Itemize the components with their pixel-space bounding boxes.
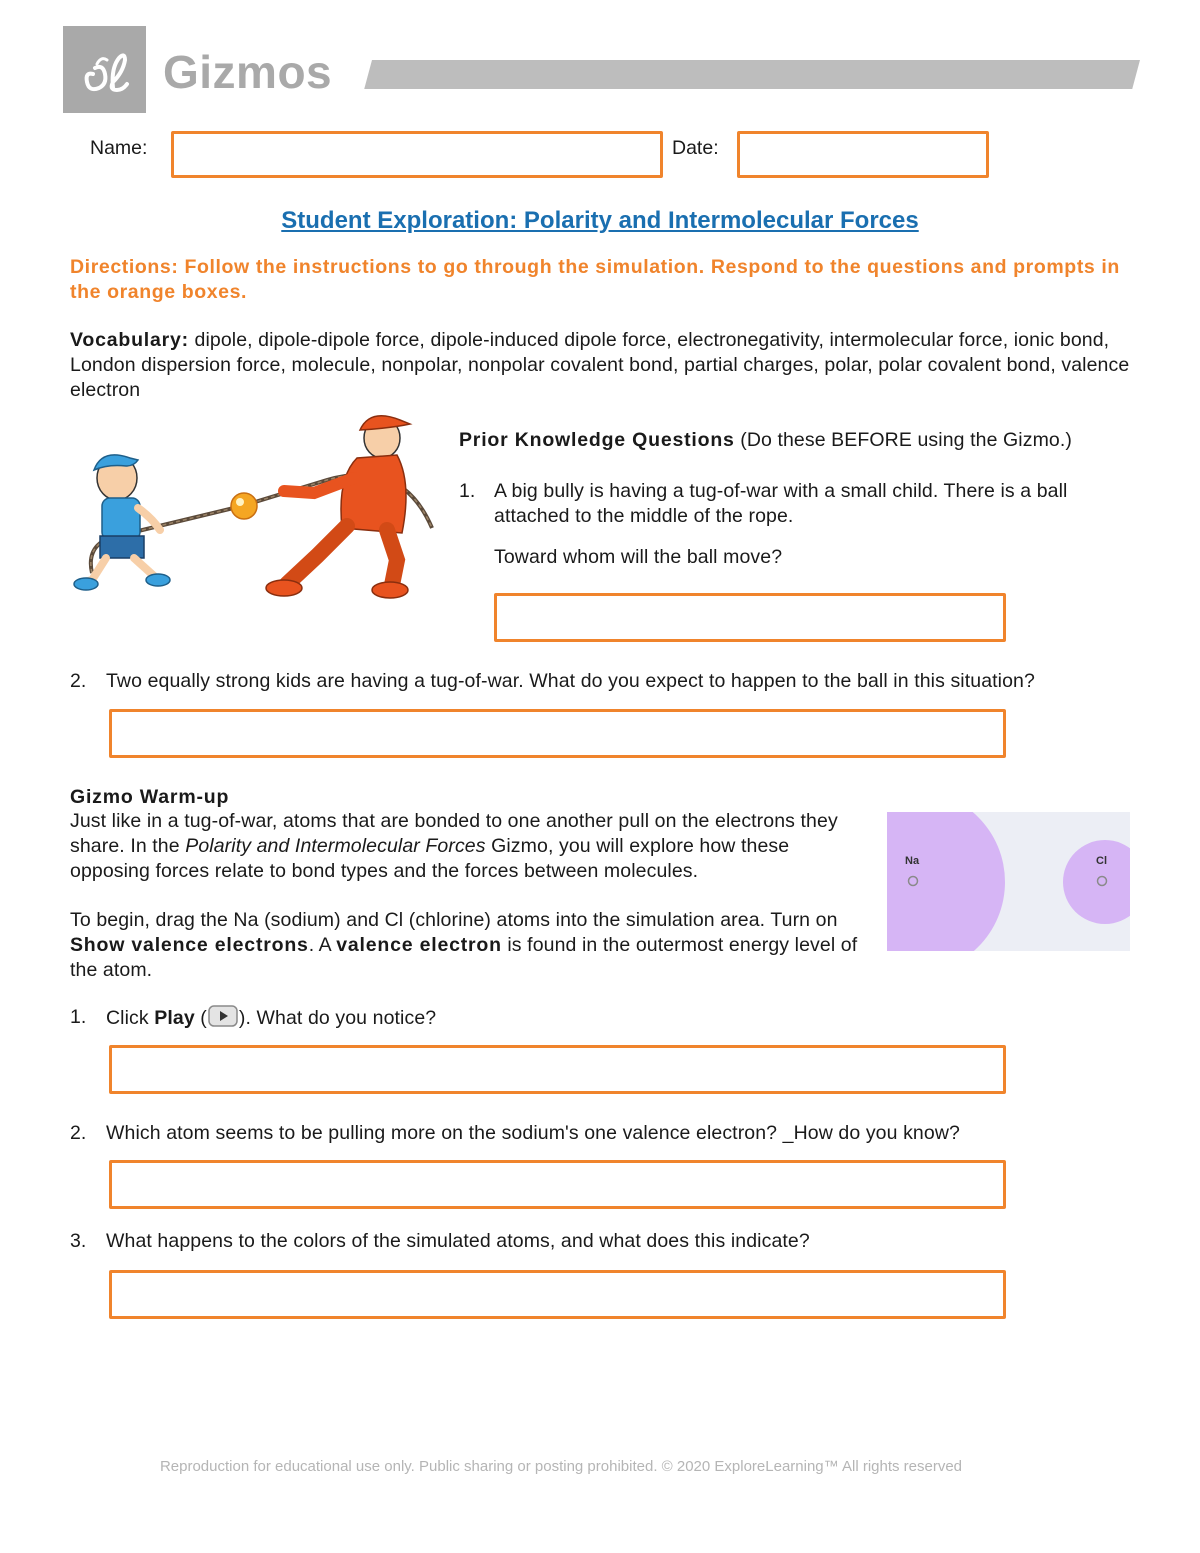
vocabulary-paragraph — [70, 328, 1130, 403]
warmup-heading — [70, 785, 229, 810]
warmup-q3-answer-box[interactable] — [109, 1270, 1006, 1319]
directions-text: Directions: Follow the instructions to go through the simulation. Respond to the questions and prompts in the orange boxes. — [70, 256, 1120, 303]
warmup-heading-text: Gizmo Warm-up — [70, 786, 230, 808]
show-valence-electrons-term: Show valence electrons — [70, 934, 309, 956]
warmup-p1-b: Gizmo, you will explore how these opposing forces relate to bond types and the forces between molecules. — [70, 835, 790, 882]
name-field[interactable] — [171, 131, 663, 178]
prior-q2-answer-box[interactable] — [109, 709, 1006, 758]
valence-electron-term: valence electron — [336, 934, 502, 956]
warmup-q1-number: 1. — [70, 1006, 87, 1028]
warmup-q1-b: ( — [194, 1007, 207, 1029]
warmup-q3-text: What happens to the colors of the simulated atoms, and what does this indicate? — [106, 1230, 810, 1252]
na-atom — [887, 812, 1005, 951]
tug-of-war-illustration — [72, 408, 442, 603]
warmup-paragraph-2 — [70, 908, 860, 983]
prior-q1-text: A big bully is having a tug-of-war with a small child. There is a ball attached to the middle of the rope. — [494, 480, 1068, 527]
name-label: Name: — [90, 137, 148, 159]
warmup-q1-a: Click — [106, 1007, 155, 1029]
play-button-icon — [208, 1005, 238, 1027]
cl-label: Cl — [1096, 855, 1107, 867]
warmup-p2-b: . A — [308, 934, 337, 956]
warmup-q1-text — [106, 1005, 806, 1031]
footer-copyright: Reproduction for educational use only. Public sharing or posting prohibited. © 2020 ExploreLearning™ All rights reserved — [159, 1458, 963, 1475]
page-title: Student Exploration: Polarity and Intermolecular Forces — [281, 207, 919, 234]
warmup-q1-c: ). What do you notice? — [238, 1007, 437, 1029]
prior-q1-number: 1. — [459, 480, 476, 502]
date-label: Date: — [672, 137, 719, 159]
warmup-q3-number: 3. — [70, 1230, 87, 1252]
warmup-p1-a: Just like in a tug-of-war, atoms that are bonded to one another pull on the electrons they share. In the — [70, 810, 838, 857]
prior-knowledge-heading: Prior Knowledge Questions — [459, 429, 735, 451]
warmup-q2-text: Which atom seems to be pulling more on the sodium's one valence electron? _How do you know? — [106, 1122, 960, 1144]
prior-q2-number: 2. — [70, 670, 87, 692]
prior-q1-prompt: Toward whom will the ball move? — [494, 546, 783, 568]
date-field[interactable] — [737, 131, 989, 178]
play-term: Play — [154, 1007, 195, 1029]
gizmo-name: Polarity and Intermolecular Forces — [185, 835, 486, 857]
gizmos-logo — [63, 26, 146, 113]
prior-knowledge-note: (Do these BEFORE using the Gizmo.) — [734, 429, 1072, 451]
vocabulary-text: dipole, dipole-dipole force, dipole-induced dipole force, electronegativity, intermolecular force, ionic bond, London dispersion force, molecule, nonpolar, nonpolar covalent bond, partial charges, polar, polar covalent bond, valence electron — [70, 329, 1130, 401]
cl-atom — [1063, 840, 1130, 924]
prior-knowledge-heading-line — [459, 428, 1139, 453]
prior-q1-answer-box[interactable] — [494, 593, 1006, 642]
na-label: Na — [905, 855, 920, 867]
warmup-paragraph-1 — [70, 809, 870, 884]
logo-glyph-icon — [63, 26, 146, 113]
brand-name: Gizmos — [163, 46, 333, 98]
warmup-q2-number: 2. — [70, 1122, 87, 1144]
warmup-p2-a: To begin, drag the Na (sodium) and Cl (chlorine) atoms into the simulation area. Turn on — [70, 909, 838, 931]
vocabulary-label: Vocabulary: — [70, 329, 189, 351]
prior-q2-text: Two equally strong kids are having a tug-of-war. What do you expect to happen to the ball in this situation? — [106, 670, 1035, 692]
warmup-q2-answer-box[interactable] — [109, 1160, 1006, 1209]
warmup-q1-answer-box[interactable] — [109, 1045, 1006, 1094]
simulation-thumbnail — [887, 812, 1130, 951]
header-bar — [364, 60, 1140, 89]
warmup-p2-c: is found in the outermost energy level of the atom. — [70, 934, 858, 981]
